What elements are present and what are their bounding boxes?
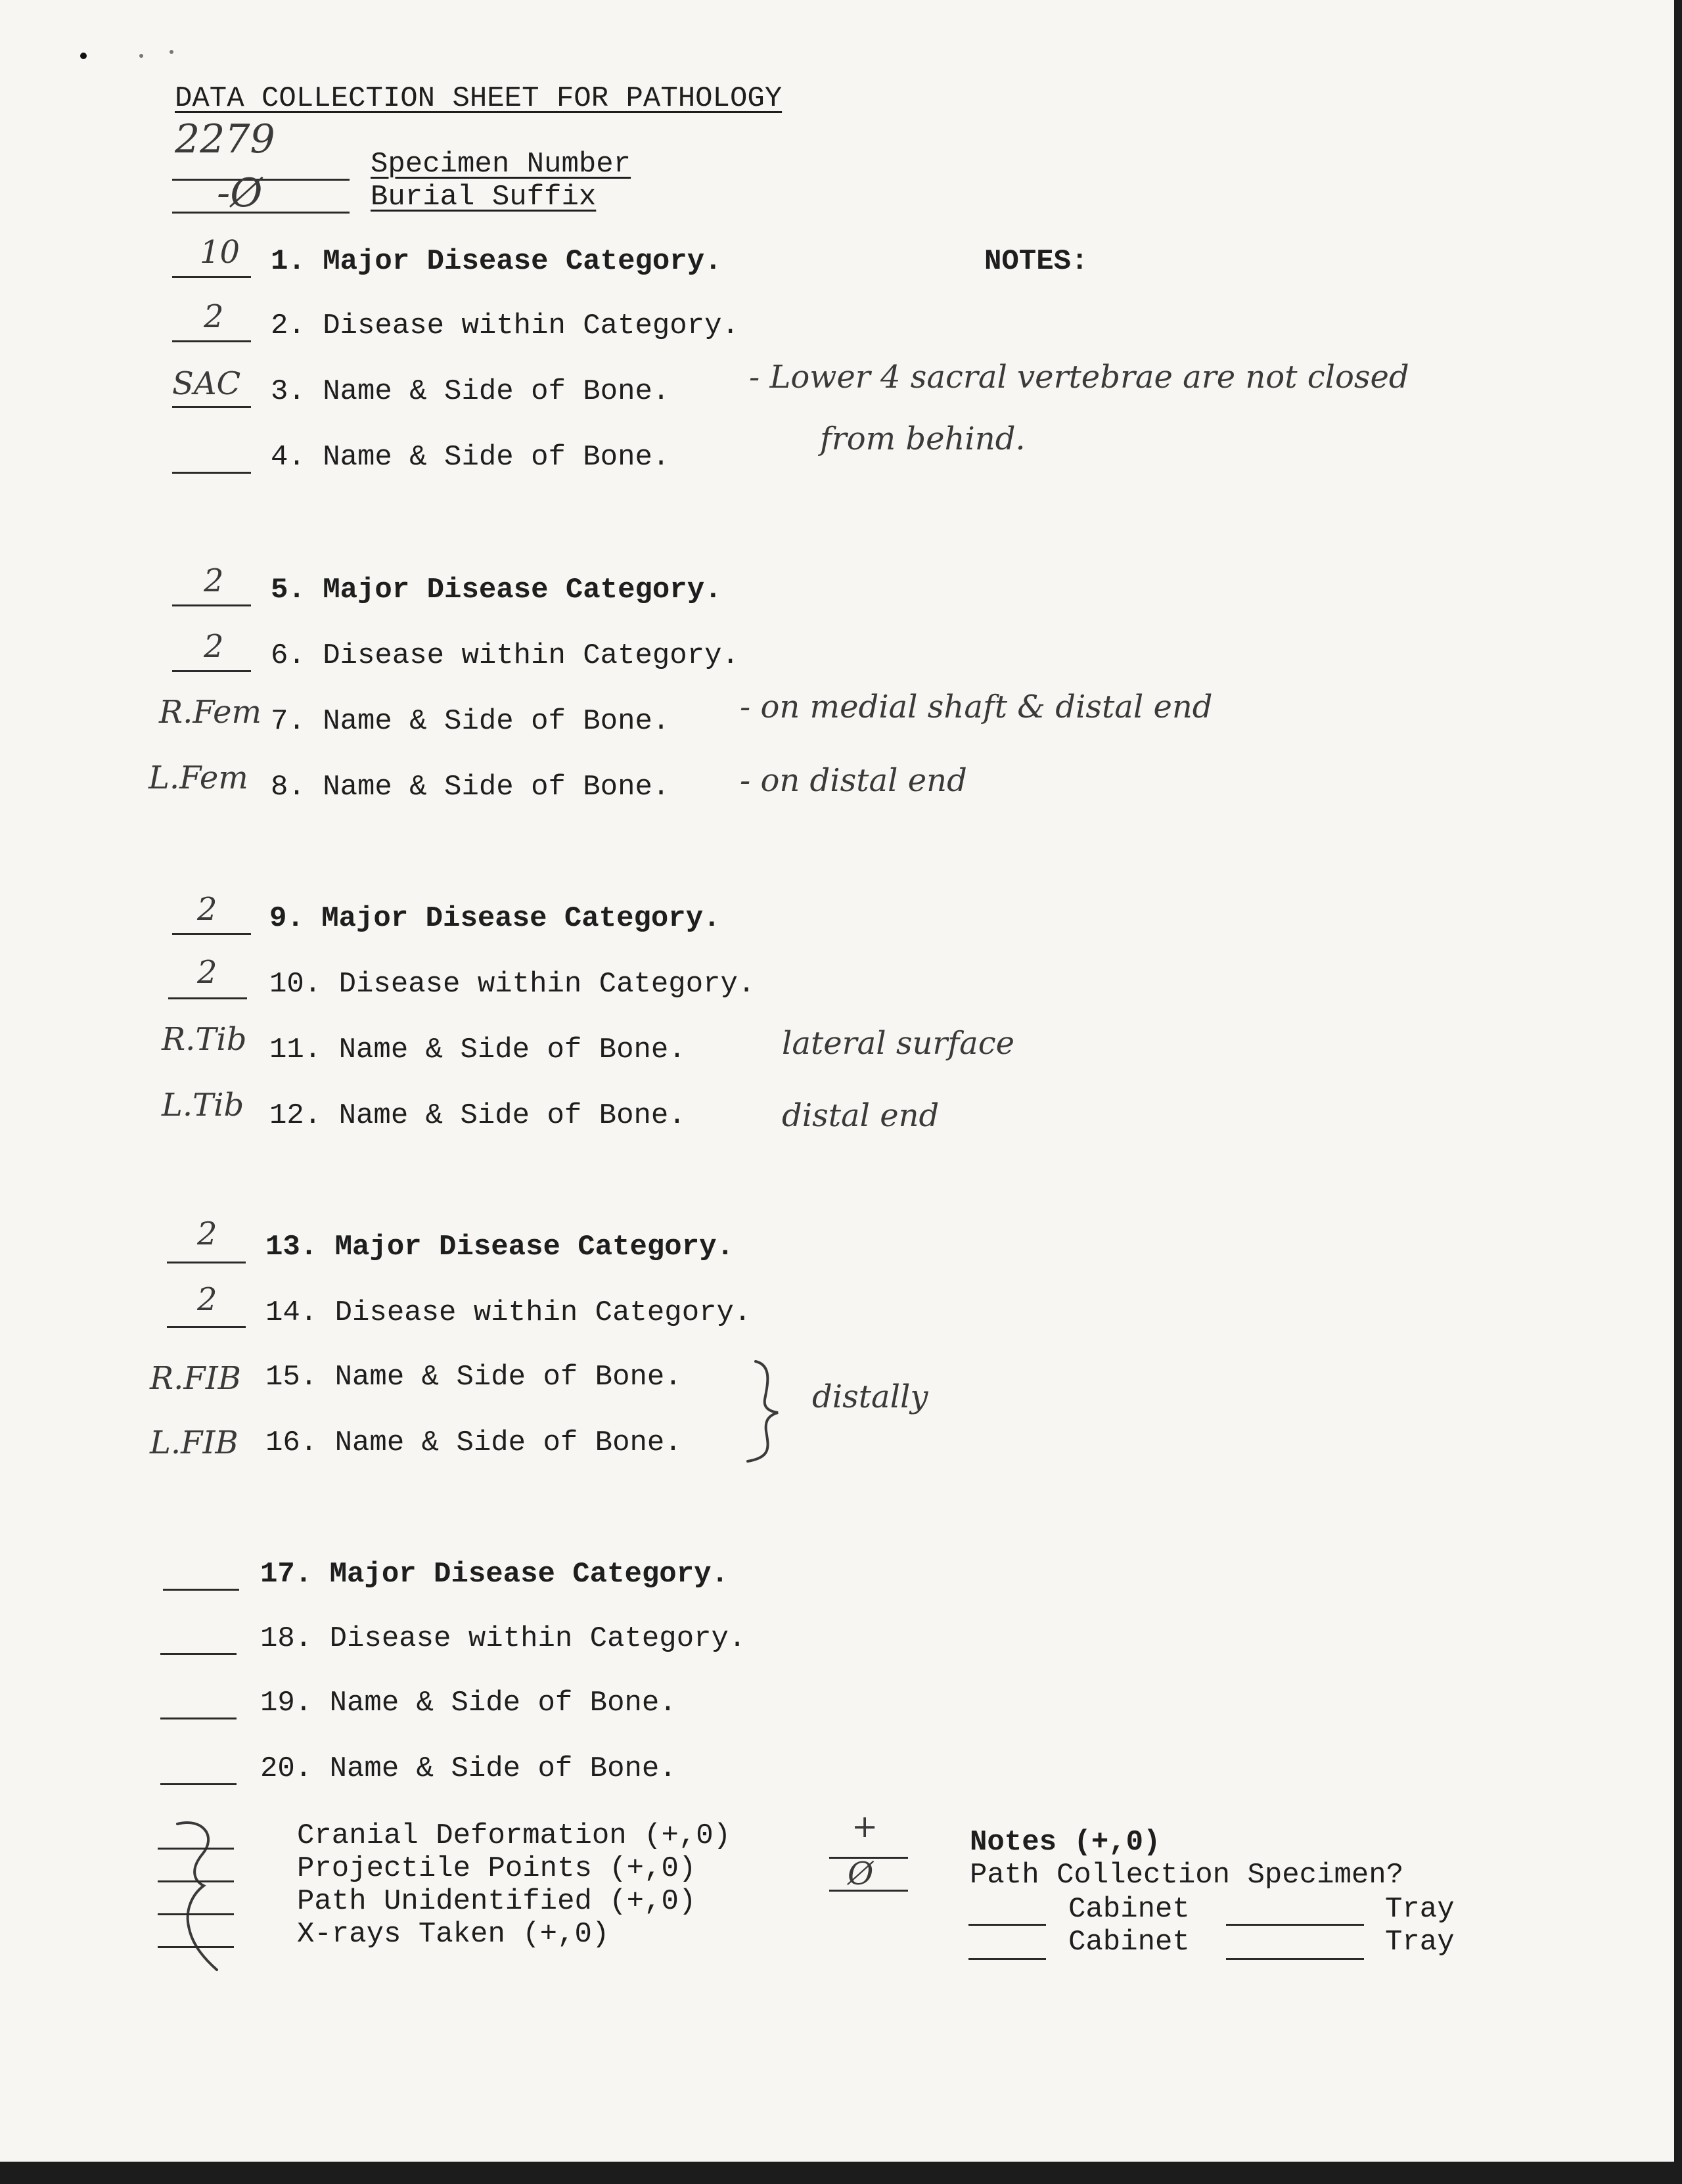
- item-14-value: 2: [197, 1281, 217, 1318]
- cabinet-2-label: Cabinet: [1068, 1926, 1190, 1959]
- item-10-line: [168, 997, 247, 999]
- flag-2-line: [158, 1880, 234, 1882]
- item-11-label: 11. Name & Side of Bone.: [269, 1034, 686, 1066]
- path-collection-question: Path Collection Specimen?: [970, 1859, 1404, 1892]
- cabinet-1-line: [968, 1924, 1046, 1926]
- item-3-value: SAC: [172, 365, 241, 402]
- flag-projectile-points: Projectile Points (+,0): [297, 1852, 696, 1885]
- item-14-label: 14. Disease within Category.: [265, 1296, 752, 1329]
- item-2-label: 2. Disease within Category.: [271, 309, 739, 342]
- item-19-line: [160, 1718, 237, 1719]
- item-13-label: 13. Major Disease Category.: [265, 1231, 734, 1263]
- flag-cranial-deformation: Cranial Deformation (+,0): [297, 1819, 731, 1852]
- burial-suffix-line: [172, 212, 350, 214]
- notes-flag-line-2: [829, 1890, 908, 1892]
- item-4-label: 4. Name & Side of Bone.: [271, 441, 670, 474]
- item-3-line: [172, 406, 251, 408]
- item-7-note: - on medial shaft & distal end: [740, 689, 1213, 725]
- page-mark: [139, 54, 143, 58]
- item-12-value: L.Tib: [162, 1087, 244, 1124]
- item-10-value: 2: [197, 954, 217, 991]
- page-mark: [170, 50, 173, 54]
- flag-1-line: [158, 1848, 234, 1850]
- brace-mark: [742, 1359, 788, 1464]
- item-2-value: 2: [204, 298, 224, 335]
- item-20-line: [160, 1783, 237, 1785]
- item-18-label: 18. Disease within Category.: [260, 1622, 746, 1655]
- page-mark: [80, 53, 87, 59]
- item-20-label: 20. Name & Side of Bone.: [260, 1752, 677, 1785]
- item-1-label: 1. Major Disease Category.: [271, 245, 722, 278]
- flag-4-line: [158, 1946, 234, 1948]
- item-5-line: [172, 604, 251, 606]
- item-17-line: [163, 1589, 239, 1591]
- tray-1-label: Tray: [1385, 1893, 1455, 1926]
- item-11-note: lateral surface: [782, 1025, 1014, 1062]
- specimen-number-label: Specimen Number: [371, 148, 631, 181]
- item-4-line: [172, 472, 251, 474]
- item-18-line: [160, 1653, 237, 1655]
- item-7-value: R.Fem: [159, 694, 261, 731]
- item-12-label: 12. Name & Side of Bone.: [269, 1099, 686, 1132]
- item-7-label: 7. Name & Side of Bone.: [271, 705, 670, 738]
- notes-flag-plus: +: [852, 1808, 878, 1845]
- notes-flag-zero: Ø: [848, 1855, 874, 1892]
- item-6-line: [172, 670, 251, 672]
- item-8-label: 8. Name & Side of Bone.: [271, 771, 670, 804]
- flag-path-unidentified: Path Unidentified (+,0): [297, 1885, 696, 1918]
- item-4-note: from behind.: [820, 421, 1026, 457]
- tray-2-label: Tray: [1385, 1926, 1455, 1959]
- item-2-line: [172, 340, 251, 342]
- item-16-label: 16. Name & Side of Bone.: [265, 1426, 682, 1459]
- item-3-label: 3. Name & Side of Bone.: [271, 375, 670, 408]
- item-5-label: 5. Major Disease Category.: [271, 574, 722, 606]
- item-14-line: [167, 1326, 246, 1328]
- item-17-label: 17. Major Disease Category.: [260, 1558, 729, 1591]
- item-12-note: distal end: [782, 1097, 940, 1134]
- item-8-note: - on distal end: [740, 762, 967, 799]
- fib-note: distally: [812, 1378, 928, 1415]
- item-13-value: 2: [197, 1216, 217, 1252]
- item-6-label: 6. Disease within Category.: [271, 639, 739, 672]
- sheet-title: DATA COLLECTION SHEET FOR PATHOLOGY: [175, 82, 783, 115]
- specimen-number-value: 2279: [175, 116, 275, 162]
- item-3-note: - Lower 4 sacral vertebrae are not closed: [749, 359, 1409, 396]
- cabinet-2-line: [968, 1958, 1046, 1960]
- burial-suffix-value: -Ø: [217, 170, 263, 216]
- item-19-label: 19. Name & Side of Bone.: [260, 1687, 677, 1719]
- tray-2-line: [1226, 1958, 1364, 1960]
- flags-brace-mark: [164, 1817, 237, 1975]
- notes-flag-label: Notes (+,0): [970, 1826, 1161, 1859]
- item-9-label: 9. Major Disease Category.: [269, 902, 721, 935]
- item-5-value: 2: [204, 562, 224, 599]
- item-16-value: L.FIB: [150, 1424, 239, 1461]
- item-13-line: [167, 1262, 246, 1263]
- item-9-line: [172, 933, 251, 935]
- item-11-value: R.Tib: [162, 1021, 247, 1058]
- cabinet-1-label: Cabinet: [1068, 1893, 1190, 1926]
- item-1-value: 10: [200, 234, 240, 271]
- notes-heading: NOTES:: [984, 245, 1089, 278]
- flag-3-line: [158, 1913, 234, 1915]
- tray-1-line: [1226, 1924, 1364, 1926]
- item-8-value: L.Fem: [148, 760, 248, 796]
- item-1-line: [172, 276, 251, 278]
- item-15-label: 15. Name & Side of Bone.: [265, 1361, 682, 1394]
- item-9-value: 2: [197, 891, 217, 928]
- item-15-value: R.FIB: [150, 1360, 241, 1397]
- burial-suffix-label: Burial Suffix: [371, 181, 597, 214]
- item-10-label: 10. Disease within Category.: [269, 968, 756, 1001]
- item-6-value: 2: [204, 628, 224, 665]
- flag-xrays-taken: X-rays Taken (+,0): [297, 1918, 610, 1951]
